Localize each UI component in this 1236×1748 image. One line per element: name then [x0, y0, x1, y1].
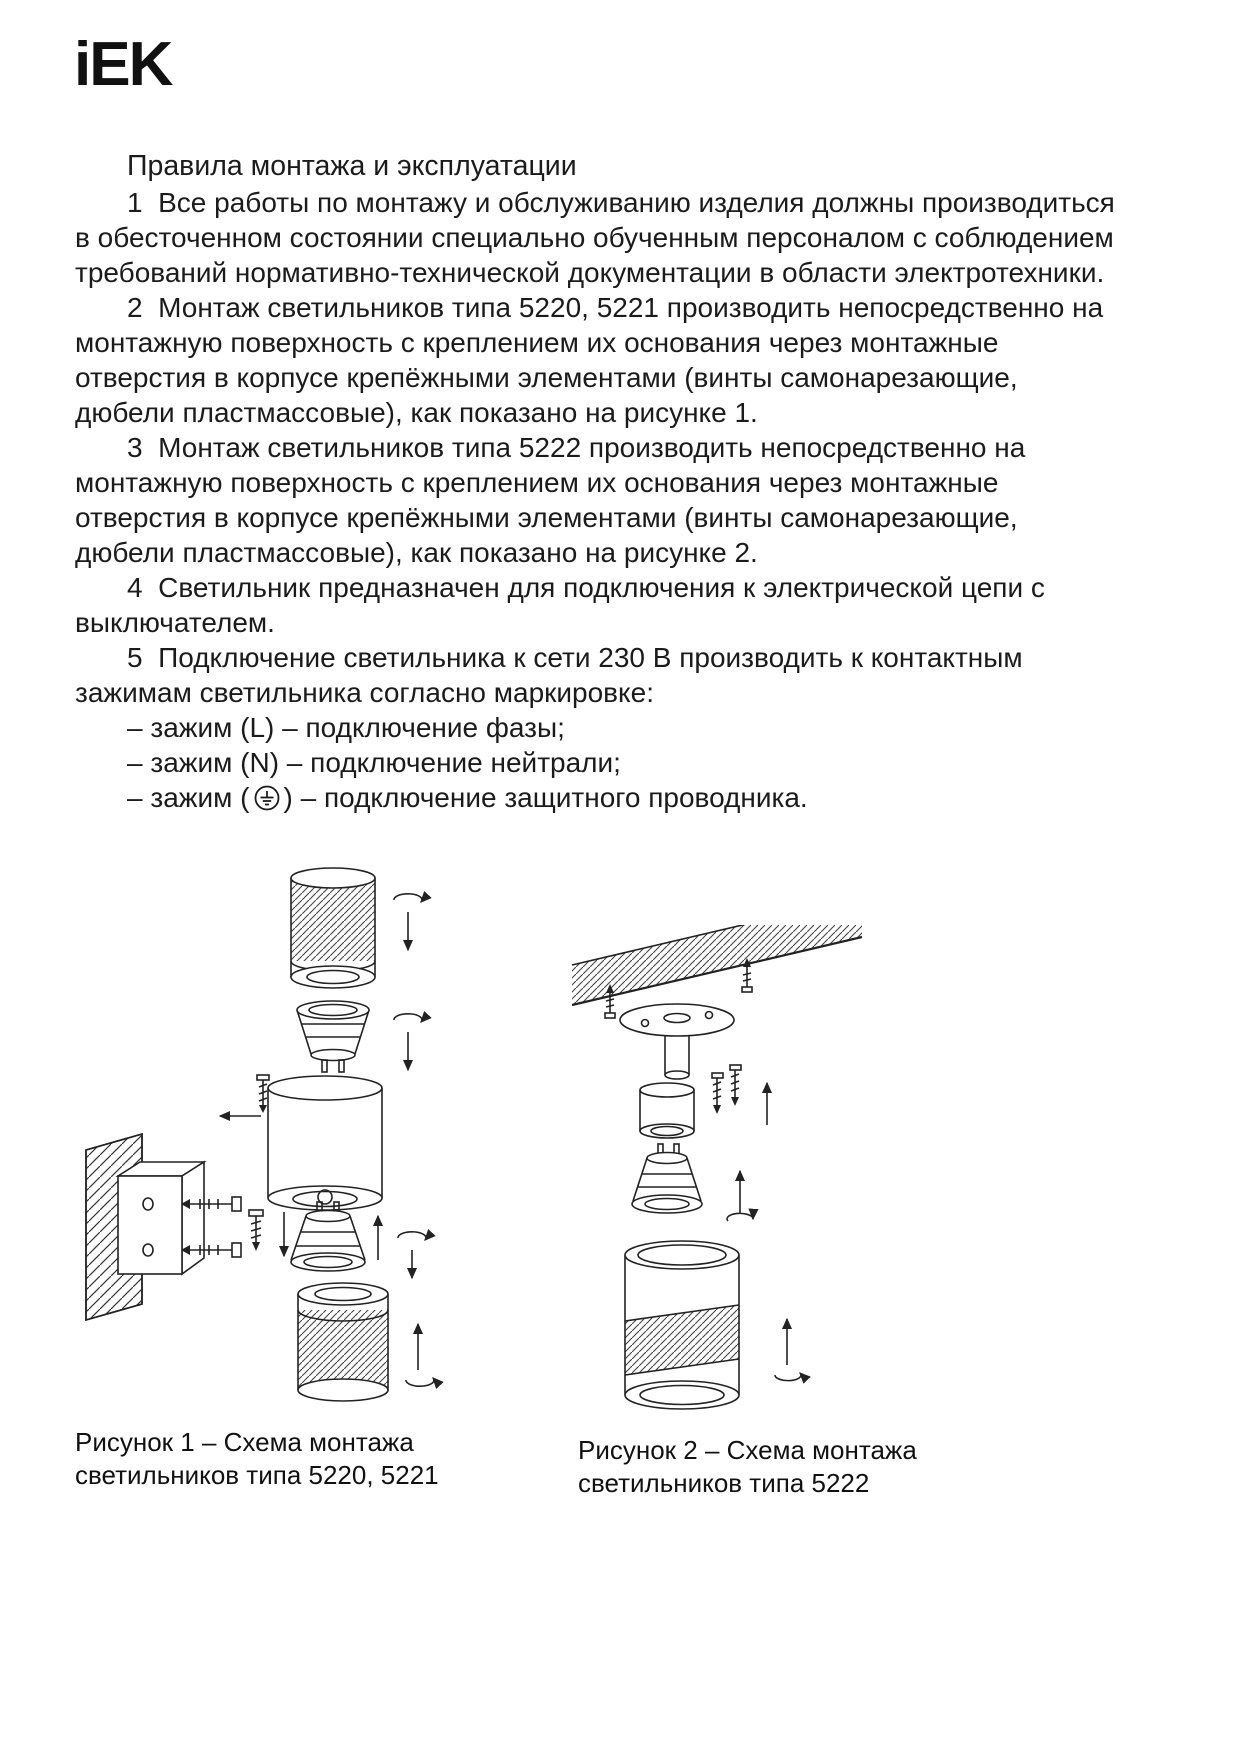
paragraph-2: 2 Монтаж светильников типа 5220, 5221 производить непосредственно на монтажную поверхность с креплением их основания через монтажные отверстия в корпусе крепёжными элементами (винты самонарезающие, дюбели пластмассовые), как показано на рисунке 1. [75, 292, 1111, 428]
paragraph-4: 4 Светильник предназначен для подключения к электрической цепи с выключателем. [75, 572, 1053, 638]
rotate-arrow-icon [398, 1232, 426, 1240]
terminal-earth-text-pre: – зажим ( [127, 782, 250, 813]
figure2-exploded-diagram [562, 925, 872, 1425]
figure1-caption-line2: светильников типа 5220, 5221 [75, 1460, 439, 1490]
rotate-arrow-icon [406, 1378, 434, 1386]
paragraph-1: 1 Все работы по монтажу и обслуживанию изделия должны производиться в обесточенном состоянии специально обученным персоналом с соблюдением требований нормативно-технической документации в области электротехники. [75, 187, 1123, 288]
figure2-caption-line2: светильников типа 5222 [578, 1468, 870, 1498]
terminal-item-neutral [75, 745, 1120, 780]
mounting-bracket [118, 1176, 182, 1274]
figure2-caption-line1: Рисунок 2 – Схема монтажа [578, 1435, 917, 1465]
rotate-arrow-icon [727, 1213, 753, 1221]
iek-logo [74, 30, 172, 99]
page-title: Правила монтажа и эксплуатации [127, 150, 577, 182]
ceiling-surface [572, 925, 862, 1005]
paragraph-3: 3 Монтаж светильников типа 5222 производить непосредственно на монтажную поверхность с креплением их основания через монтажные отверстия в корпусе крепёжными элементами (винты самонарезающие, дюбели пластмассовые), как показано на рисунке 2. [75, 432, 1034, 568]
figure1-caption-line1: Рисунок 1 – Схема монтажа [75, 1427, 414, 1457]
figure2-caption [578, 1434, 917, 1500]
instructions-text-block [75, 148, 1123, 815]
terminal-item-earth [75, 780, 1120, 815]
paragraph-5: 5 Подключение светильника к сети 230 В производить к контактным зажимам светильника согласно маркировке: [75, 642, 1031, 708]
ceiling-plate [620, 1004, 734, 1036]
figure1-caption [75, 1426, 439, 1492]
rotate-arrow-icon [775, 1373, 801, 1381]
logo-text: iEK [74, 30, 172, 99]
earth-ground-icon [252, 783, 282, 813]
terminal-neutral-text: – зажим (N) – подключение нейтрали; [127, 747, 621, 778]
terminal-earth-text-post: ) – подключение защитного проводника. [283, 782, 808, 813]
rotate-arrow-icon [394, 894, 422, 902]
figure1-exploded-diagram [78, 858, 508, 1408]
terminal-phase-text: – зажим (L) – подключение фазы; [127, 712, 565, 743]
rotate-arrow-icon [394, 1014, 422, 1022]
terminal-item-phase [75, 710, 1120, 745]
